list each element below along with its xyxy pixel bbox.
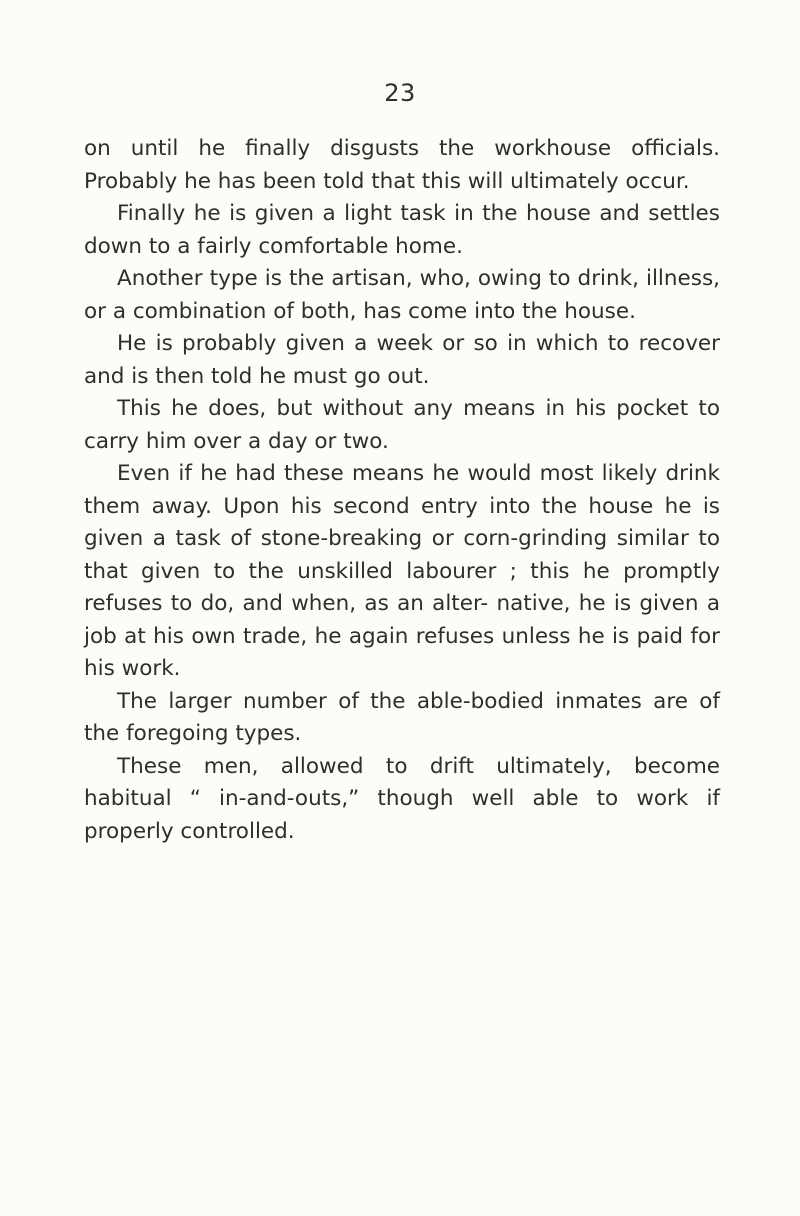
paragraph: Even if he had these means he would most likely drink them away. Upon his second entry into the house he is given a task of stone-breaking or corn-grinding similar to that given to the unskilled labourer ; this he promptly refuses to do, and when, as an alter- native, he is given a job at his own trade, he again refuses unless he is paid for his work.: [84, 461, 720, 681]
paragraph: Another type is the artisan, who, owing to drink, illness, or a combination of both, has come into the house.: [84, 266, 720, 324]
paragraph: These men, allowed to drift ultimately, become habitual “ in-and-outs,” though well able to work if properly controlled.: [84, 753, 720, 844]
paragraph-continuation: on until he finally disgusts the workhouse officials. Probably he has been told that this will ultimately occur.: [84, 136, 720, 194]
paragraph: Finally he is given a light task in the house and settles down to a fairly comfortable home.: [84, 201, 720, 259]
paragraph: He is probably given a week or so in which to recover and is then told he must go out.: [84, 331, 720, 389]
body-text: [84, 133, 720, 848]
paragraph: This he does, but without any means in his pocket to carry him over a day or two.: [84, 396, 720, 454]
paragraph: The larger number of the able-bodied inmates are of the foregoing types.: [84, 688, 720, 746]
page-number: 23: [384, 79, 416, 107]
